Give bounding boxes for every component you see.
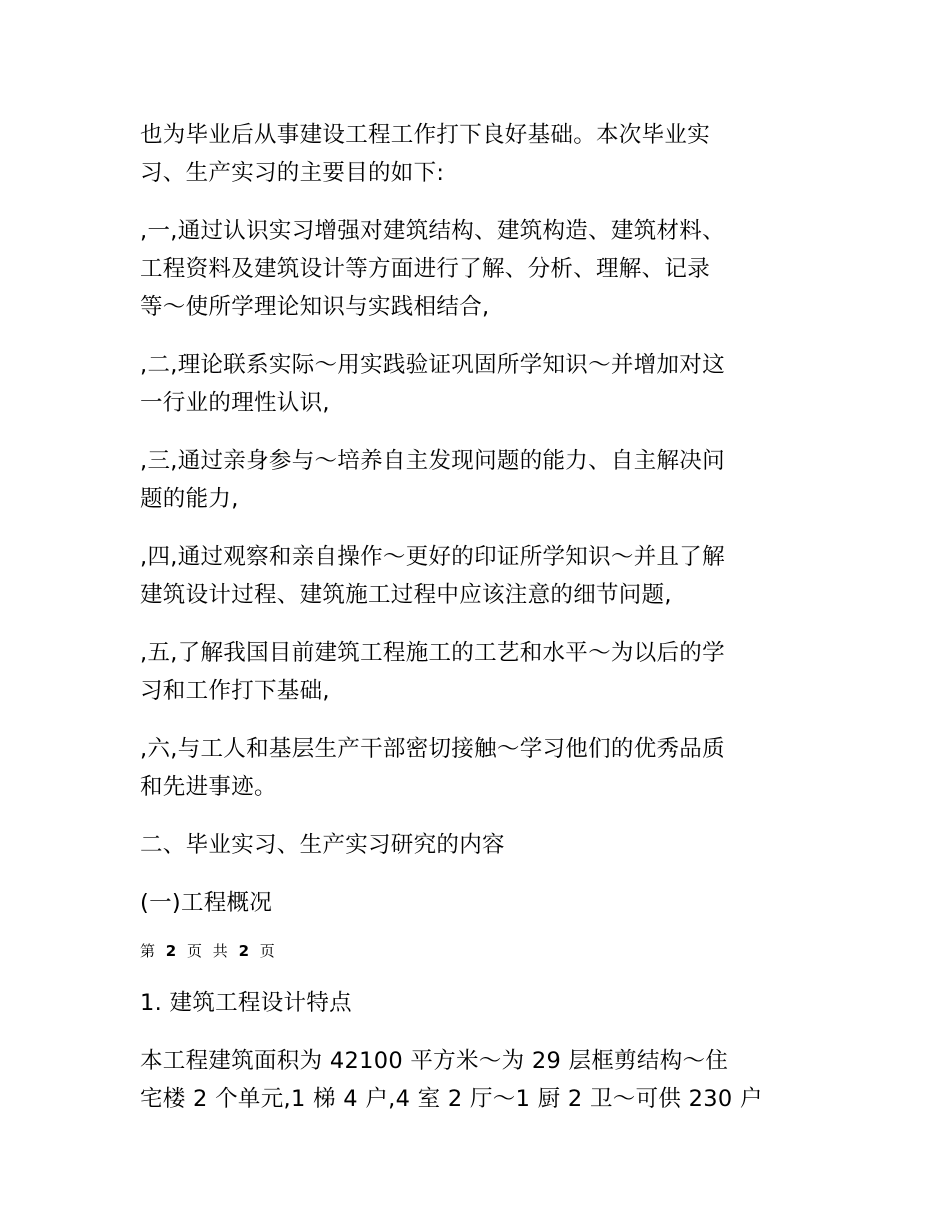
footer-prefix: 第 (140, 942, 159, 960)
paragraph-project: 本工程建筑面积为 42100 平方米～为 29 层框剪结构～住 宅楼 2 个单元,1 梯 4 户,4 室 2 厅～1 厨 2 卫～可供 230 户 (140, 1048, 763, 1112)
paragraph-goal-5: ,五,了解我国目前建筑工程施工的工艺和水平～为以后的学 习和工作打下基础, (140, 640, 725, 704)
paragraph-goal-6: ,六,与工人和基层生产干部密切接触～学习他们的优秀品质 和先进事迹。 (140, 736, 725, 800)
footer-middle: 页 共 (187, 942, 231, 960)
paragraph-goal-4: ,四,通过观察和亲自操作～更好的印证所学知识～并且了解 建筑设计过程、建筑施工过程中应该注意的细节问题, (140, 544, 725, 608)
paragraph-goal-3: ,三,通过亲身参与～培养自主发现问题的能力、自主解决问 题的能力, (140, 448, 725, 512)
footer-suffix: 页 (259, 942, 278, 960)
section-heading: 二、毕业实习、生产实习研究的内容 (140, 832, 505, 858)
page-footer (140, 938, 278, 964)
item-heading: 1. 建筑工程设计特点 (140, 990, 352, 1016)
footer-current-page: 2 (165, 942, 180, 960)
paragraph-goal-2: ,二,理论联系实际～用实践验证巩固所学知识～并增加对这 一行业的理性认识, (140, 352, 725, 416)
subsection-heading: (一)工程概况 (140, 890, 273, 916)
paragraph-goal-1: ,一,通过认识实习增强对建筑结构、建筑构造、建筑材料、 工程资料及建筑设计等方面进行了解、分析、理解、记录 等～使所学理论知识与实践相结合, (140, 218, 725, 320)
footer-total-pages: 2 (238, 942, 253, 960)
paragraph-intro: 也为毕业后从事建设工程工作打下良好基础。本次毕业实 习、生产实习的主要目的如下: (140, 122, 711, 186)
